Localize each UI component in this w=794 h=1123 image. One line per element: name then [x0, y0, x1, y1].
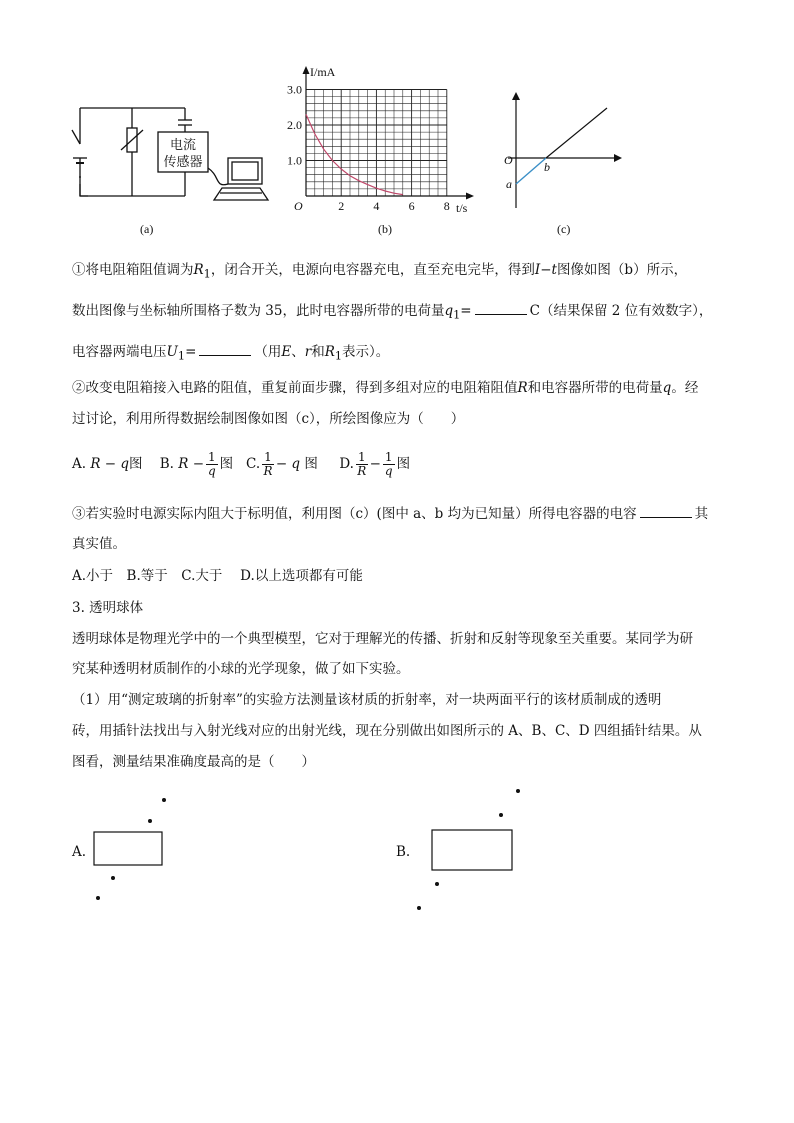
- option-c[interactable]: C. $\frac{1}{R}$ − q 图: [246, 450, 318, 478]
- figure-a-circuit: [70, 96, 270, 206]
- x-tick-label: 2: [338, 199, 345, 213]
- section3-p1: 透明球体是物理光学中的一个典型模型，它对于理解光的传播、折射和反射等现象至关重要。某同学为研: [72, 631, 693, 647]
- q3-line1: ③若实验时电源实际内阻大于标明值，利用图（c）(图中 a、b 均为已知量）所得电容器的电容 其: [72, 506, 709, 522]
- section3-p5: 图看，测量结果准确度最高的是（ ）: [72, 754, 315, 770]
- pin-dot: [148, 819, 152, 823]
- section3-p4: 砖，用插针法找出与入射光线对应的出射光线，现在分别做出如图所示的 A、B、C、D 四组插针结果。从: [72, 723, 702, 739]
- x-axis-label: t/s: [456, 201, 468, 215]
- caption-b: (b): [378, 222, 392, 236]
- figure-c-graph: [500, 90, 630, 215]
- answer-blank-q1[interactable]: [475, 302, 527, 315]
- pin-dot: [96, 896, 100, 900]
- x-tick-label: 8: [443, 199, 450, 213]
- section3-heading: 3. 透明球体: [72, 600, 144, 616]
- q2-line1: ②改变电阻箱接入电路的阻值，重复前面步骤，得到多组对应的电阻箱阻值R和电容器所带的电荷量q。经: [72, 380, 699, 396]
- pin-dot: [417, 906, 421, 910]
- q3-line2: 真实值。: [72, 536, 126, 552]
- pin-figure-a: [88, 790, 178, 910]
- chart-origin-label: O: [294, 199, 303, 213]
- x-tick-label: 4: [373, 199, 380, 213]
- answer-blank-q3[interactable]: [640, 505, 692, 518]
- q1-line2: 数出图像与坐标轴所围格子数为 35，此时电容器所带的电荷量$q_1= C$（结果保留 2 位有效数字），: [72, 303, 713, 322]
- section3-p2: 究某种透明材质制作的小球的光学现象，做了如下实验。: [72, 661, 410, 677]
- pin-dot: [162, 798, 166, 802]
- answer-blank-u1[interactable]: [199, 343, 251, 356]
- y-axis-arrow: [303, 66, 310, 74]
- pin-dot: [499, 813, 503, 817]
- option-a[interactable]: A. R − q图: [72, 456, 143, 472]
- pin-dot: [435, 882, 439, 886]
- chart-series-curve: [306, 114, 403, 194]
- y-tick-label: 3.0: [287, 82, 302, 97]
- option-b[interactable]: B. R − $\frac{1}{q}$ 图: [159, 450, 234, 478]
- caption-c: (c): [557, 222, 571, 236]
- graph-c-point-b: b: [544, 160, 550, 174]
- sensor-label-1: 电流: [169, 138, 197, 153]
- pin-dot: [516, 789, 520, 793]
- figure-b-chart: [276, 64, 486, 216]
- q3-options[interactable]: A.小于 B.等于 C.大于 D.以上选项都有可能: [72, 568, 363, 584]
- pin-dot: [111, 876, 115, 880]
- q2-options: [72, 448, 410, 480]
- section3-p3: （1）用“测定玻璃的折射率”的实验方法测量该材质的折射率，对一块两面平行的该材质制成的透明: [72, 692, 662, 708]
- option-d[interactable]: D. $\frac{1}{R}$ − $\frac{1}{q}$ 图: [339, 450, 411, 478]
- y-axis-label: I/mA: [310, 65, 336, 79]
- pin-figure-b: [410, 780, 530, 920]
- pin-figure-a-label[interactable]: A.: [72, 844, 87, 860]
- caption-a: (a): [140, 222, 154, 236]
- q1-line3: 电容器两端电压$U_1=$ （用E、r和$R_1$表示）。: [72, 344, 390, 363]
- x-axis-arrow: [466, 193, 474, 200]
- q1-line1: ①将电阻箱阻值调为$R_1$，闭合开关，电源向电容器充电，直至充电完毕，得到I−t图像如图（b）所示，: [72, 262, 688, 281]
- x-tick-label: 6: [408, 199, 415, 213]
- sensor-label-2: 传感器: [163, 155, 203, 170]
- y-tick-label: 2.0: [287, 118, 302, 132]
- graph-c-origin: O: [504, 153, 513, 167]
- graph-c-point-a: a: [506, 177, 512, 191]
- y-tick-label: 1.0: [287, 153, 302, 168]
- pin-figure-b-label[interactable]: B.: [396, 844, 411, 860]
- q2-line2: 过讨论，利用所得数据绘制图像如图（c），所绘图像应为（ ）: [72, 411, 465, 427]
